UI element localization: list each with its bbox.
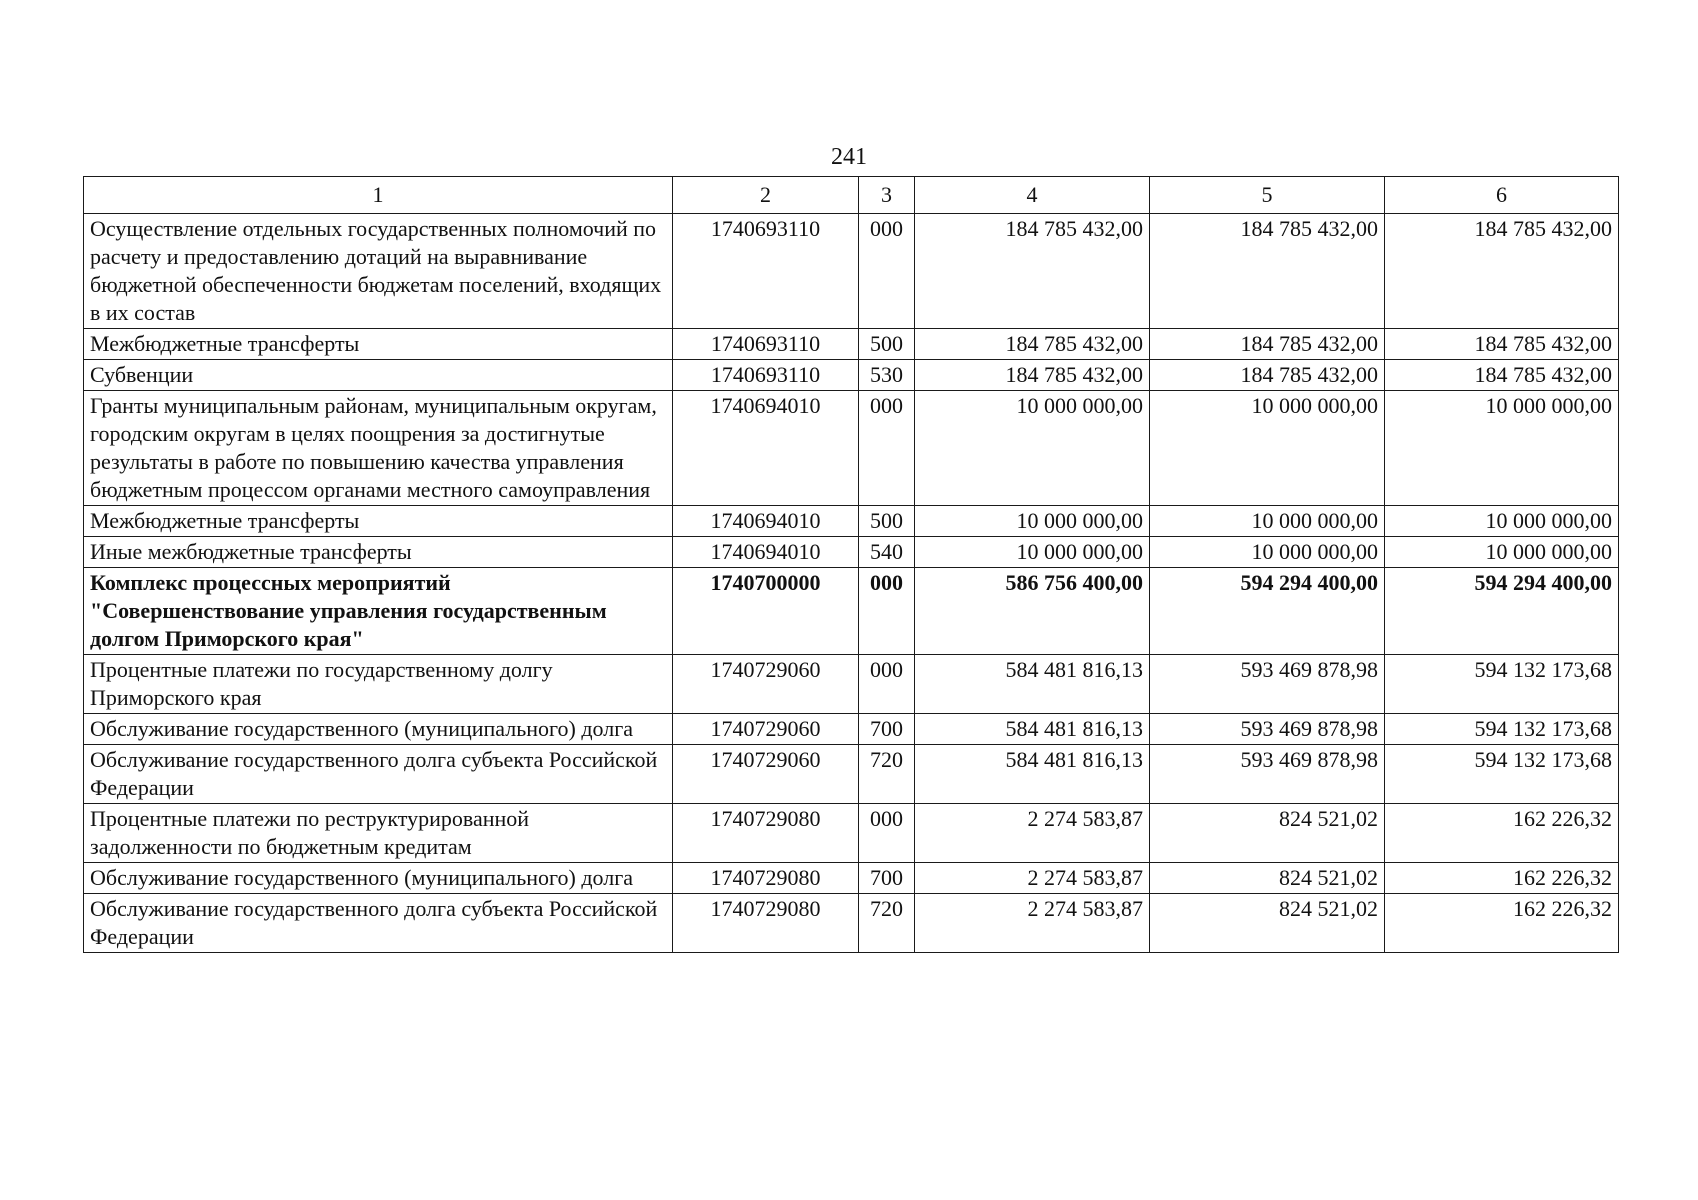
column-header: 2 — [673, 177, 859, 214]
table-row — [84, 655, 1619, 714]
row-amount-col6-cell: 10 000 000,00 — [1385, 391, 1619, 506]
table-row — [84, 894, 1619, 953]
row-amount-col6-cell: 594 132 173,68 — [1385, 745, 1619, 804]
row-name-cell: Обслуживание государственного (муниципального) долга — [84, 863, 673, 894]
row-amount-col6-cell: 594 294 400,00 — [1385, 568, 1619, 655]
row-kvr-cell: 530 — [859, 360, 915, 391]
row-kvr-cell: 500 — [859, 506, 915, 537]
row-amount-col4-cell: 184 785 432,00 — [915, 329, 1150, 360]
row-name-cell: Обслуживание государственного долга субъекта Российской Федерации — [84, 894, 673, 953]
row-amount-col5-cell: 184 785 432,00 — [1150, 360, 1385, 391]
row-amount-col4-cell: 10 000 000,00 — [915, 391, 1150, 506]
row-amount-col6-cell: 184 785 432,00 — [1385, 214, 1619, 329]
table-row — [84, 537, 1619, 568]
row-name-cell: Межбюджетные трансферты — [84, 506, 673, 537]
row-amount-col5-cell: 593 469 878,98 — [1150, 745, 1385, 804]
row-amount-col4-cell: 2 274 583,87 — [915, 863, 1150, 894]
table-row — [84, 804, 1619, 863]
row-name-cell: Иные межбюджетные трансферты — [84, 537, 673, 568]
row-amount-col4-cell: 10 000 000,00 — [915, 537, 1150, 568]
row-code-cell: 1740693110 — [673, 329, 859, 360]
row-amount-col5-cell: 824 521,02 — [1150, 863, 1385, 894]
row-amount-col5-cell: 824 521,02 — [1150, 894, 1385, 953]
row-name-cell: Обслуживание государственного (муниципального) долга — [84, 714, 673, 745]
row-code-cell: 1740729080 — [673, 894, 859, 953]
row-amount-col5-cell: 10 000 000,00 — [1150, 391, 1385, 506]
table-row — [84, 329, 1619, 360]
budget-table — [83, 176, 1619, 953]
table-row — [84, 714, 1619, 745]
row-name-cell: Обслуживание государственного долга субъекта Российской Федерации — [84, 745, 673, 804]
row-amount-col4-cell: 184 785 432,00 — [915, 360, 1150, 391]
row-amount-col6-cell: 594 132 173,68 — [1385, 714, 1619, 745]
row-amount-col4-cell: 586 756 400,00 — [915, 568, 1150, 655]
table-row — [84, 360, 1619, 391]
row-amount-col5-cell: 593 469 878,98 — [1150, 655, 1385, 714]
row-kvr-cell: 500 — [859, 329, 915, 360]
row-code-cell: 1740693110 — [673, 360, 859, 391]
row-kvr-cell: 540 — [859, 537, 915, 568]
page-number: 241 — [831, 144, 867, 170]
row-kvr-cell: 720 — [859, 745, 915, 804]
row-code-cell: 1740694010 — [673, 506, 859, 537]
row-amount-col6-cell: 594 132 173,68 — [1385, 655, 1619, 714]
row-kvr-cell: 000 — [859, 391, 915, 506]
row-code-cell: 1740729060 — [673, 714, 859, 745]
column-header: 5 — [1150, 177, 1385, 214]
column-header: 4 — [915, 177, 1150, 214]
row-code-cell: 1740729080 — [673, 804, 859, 863]
row-amount-col4-cell: 584 481 816,13 — [915, 714, 1150, 745]
row-amount-col4-cell: 584 481 816,13 — [915, 745, 1150, 804]
row-amount-col6-cell: 10 000 000,00 — [1385, 537, 1619, 568]
row-code-cell: 1740694010 — [673, 391, 859, 506]
row-amount-col5-cell: 10 000 000,00 — [1150, 506, 1385, 537]
row-amount-col6-cell: 162 226,32 — [1385, 894, 1619, 953]
table-row — [84, 506, 1619, 537]
row-amount-col6-cell: 10 000 000,00 — [1385, 506, 1619, 537]
row-amount-col6-cell: 162 226,32 — [1385, 804, 1619, 863]
row-amount-col4-cell: 184 785 432,00 — [915, 214, 1150, 329]
row-kvr-cell: 720 — [859, 894, 915, 953]
row-amount-col4-cell: 2 274 583,87 — [915, 804, 1150, 863]
row-amount-col5-cell: 824 521,02 — [1150, 804, 1385, 863]
row-amount-col6-cell: 162 226,32 — [1385, 863, 1619, 894]
row-kvr-cell: 000 — [859, 214, 915, 329]
row-name-cell: Комплекс процессных мероприятий "Совершенствование управления государственным долгом Приморского края" — [84, 568, 673, 655]
row-amount-col5-cell: 184 785 432,00 — [1150, 214, 1385, 329]
row-name-cell: Осуществление отдельных государственных полномочий по расчету и предоставлению дотаций на выравнивание бюджетной обеспеченности бюджетам поселений, входящих в их состав — [84, 214, 673, 329]
table-row — [84, 745, 1619, 804]
row-amount-col5-cell: 594 294 400,00 — [1150, 568, 1385, 655]
row-kvr-cell: 000 — [859, 804, 915, 863]
row-amount-col6-cell: 184 785 432,00 — [1385, 329, 1619, 360]
header-row — [84, 177, 1619, 214]
column-header: 3 — [859, 177, 915, 214]
row-kvr-cell: 000 — [859, 655, 915, 714]
row-code-cell: 1740729080 — [673, 863, 859, 894]
row-amount-col4-cell: 10 000 000,00 — [915, 506, 1150, 537]
row-amount-col5-cell: 184 785 432,00 — [1150, 329, 1385, 360]
table-row — [84, 214, 1619, 329]
row-kvr-cell: 000 — [859, 568, 915, 655]
row-name-cell: Субвенции — [84, 360, 673, 391]
table-row — [84, 863, 1619, 894]
row-amount-col5-cell: 593 469 878,98 — [1150, 714, 1385, 745]
row-code-cell: 1740729060 — [673, 745, 859, 804]
row-code-cell: 1740729060 — [673, 655, 859, 714]
table-row — [84, 391, 1619, 506]
row-amount-col6-cell: 184 785 432,00 — [1385, 360, 1619, 391]
row-amount-col4-cell: 584 481 816,13 — [915, 655, 1150, 714]
column-header: 1 — [84, 177, 673, 214]
column-header: 6 — [1385, 177, 1619, 214]
table-body — [84, 214, 1619, 953]
row-name-cell: Межбюджетные трансферты — [84, 329, 673, 360]
row-code-cell: 1740700000 — [673, 568, 859, 655]
row-name-cell: Процентные платежи по государственному долгу Приморского края — [84, 655, 673, 714]
table-row — [84, 568, 1619, 655]
row-code-cell: 1740694010 — [673, 537, 859, 568]
row-amount-col5-cell: 10 000 000,00 — [1150, 537, 1385, 568]
row-kvr-cell: 700 — [859, 714, 915, 745]
row-name-cell: Процентные платежи по реструктурированной задолженности по бюджетным кредитам — [84, 804, 673, 863]
row-code-cell: 1740693110 — [673, 214, 859, 329]
row-name-cell: Гранты муниципальным районам, муниципальным округам, городским округам в целях поощрения за достигнутые результаты в работе по повышению качества управления бюджетным процессом органами местного самоуправления — [84, 391, 673, 506]
row-amount-col4-cell: 2 274 583,87 — [915, 894, 1150, 953]
row-kvr-cell: 700 — [859, 863, 915, 894]
